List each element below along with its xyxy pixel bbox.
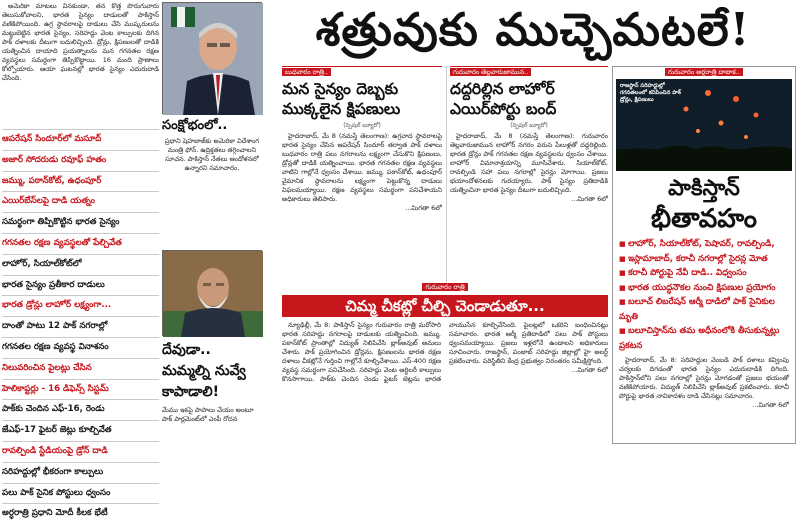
article-missiles-kicker-tag: బుధవారం రాత్రి.. — [282, 68, 331, 76]
article-lahore-title: దద్దరిల్లిన లాహోర్ ఎయిర్‌పోర్టు బంద్ — [450, 80, 557, 118]
left-intro-text — [2, 2, 159, 127]
left-highlight-item: సరిహద్దుల్లో భీకరంగా కాల్పులు — [2, 462, 159, 483]
article-missiles-title: మన సైన్యం దెబ్బకు ముక్కలైన క్షిపణులు — [282, 80, 401, 118]
article-missiles-signoff: ...మిగతా 6లో — [405, 204, 442, 212]
pakistan-bullet-item: ■ బలూచ్ లిబరేషన్ ఆర్మీ దాడిలో పాక్ సైనికుల మృతి — [619, 295, 789, 324]
pakistan-bullet-item: ■ కరాచీ పోర్టుపై నేవీ దాడి.. విధ్వంసం — [619, 266, 789, 281]
left-highlights-list — [2, 129, 159, 524]
article-lahore-body-text: హైదరాబాద్, మే 8 (నమస్తే తెలంగాణ): గురువారం తెల్లవారుజామున లాహోర్ నగరం వరుస పేలుళ్లతో దద్దరిల్లింది. భారత డ్రోన్లు పాక్ గగనతల రక్షణ వ్యవస్థలను ధ్వంసం చేశాయి. లాహోర్ విమానాశ్రయాన్ని మూసివేశారు. సియాల్‌కోట్, రావల్పిండి సహా పలు నగరాల్లో సైరన్లు మోగాయి. ప్రజలు భయాందోళనలకు గురయ్యారు. పాక్ సైన్యం ప్రతిదాడికి యత్నించినా భారత సైన్యం దీటుగా బదులిచ్చింది. — [450, 132, 608, 194]
left-highlight-item: గగనతల రక్షణ వ్యవస్థలతో పేల్చివేత — [2, 233, 159, 254]
caption-crisis-heading: సంక్షోభంలో.. — [162, 118, 228, 133]
pakistan-bullet-item: ■ బలూచిస్తాన్‌ను తమ అధీనంలోకి తీసుకున్నట్లు ప్రకటన — [619, 324, 789, 353]
article-dark-night-kicker-tag: గురువారం రాత్రి — [422, 283, 467, 291]
main-headline: శత్రువుకు ముచ్చెమటలే! — [315, 3, 751, 56]
article-pakistan-signoff: ...మిగతా 6లో — [752, 401, 789, 409]
night-sky-caption: రాజస్థాన్ సరిహద్దుల్లో గగనతలంలో కనిపించిన పాక్ డ్రోన్లు, క్షిపణులు — [620, 83, 681, 103]
left-highlight-item: జమ్ము, పఠాన్‌కోట్, ఉధంపూర్ — [2, 171, 159, 192]
left-highlight-item: భారత డ్రోన్లు లాహోర్ లక్ష్యంగా... — [2, 295, 159, 316]
mp-parliament-photo — [162, 250, 262, 336]
left-highlight-item: పలు పాక్ సైనిక పోస్టులు ధ్వంసం — [2, 483, 159, 504]
article-dark-night — [282, 282, 608, 446]
article-dark-night-signoff: ...మిగతా 6లో — [571, 366, 608, 374]
article-lahore-byline: (స్పెషల్ బ్యూరో) — [510, 122, 548, 129]
article-lahore — [446, 66, 608, 282]
left-highlight-item: గగనతల రక్షణ వ్యవస్థ వినాశనం — [2, 337, 159, 358]
quote-heading: దేవుడా.. మమ్మల్ని నువ్వే కాపాడాలి! — [162, 342, 246, 400]
left-highlight-item: అజార్ సోదరుడు రవూఫ్ హతం — [2, 150, 159, 171]
article-pakistan-title — [613, 175, 795, 235]
pakistan-bullet-item: ■ భారత యుద్ధనౌకల నుంచి క్షిపణుల ప్రయోగం — [619, 281, 789, 296]
article-dark-night-body — [282, 321, 608, 384]
left-highlight-item: లాహోర్, సియాల్‌కోట్‌లో — [2, 254, 159, 275]
article-pakistan-body-text: హైదరాబాద్, మే 8: సరిహద్దుల వెంబడి పాక్ దళాలు కవ్వింపు చర్యలకు దిగడంతో భారత సైన్యం ఎదురుదాడికి దిగింది. పాకిస్తాన్‌లోని పలు నగరాల్లో సైరన్లు మోగడంతో ప్రజలు భయంతో వణికిపోయారు. విద్యుత్ నిలిపివేసి బ్లాక్‌అవుట్ ప్రకటించారు. కరాచీ పోర్టుపై భారత నావికాదళం దాడి చేసినట్లు సమాచారం. — [619, 356, 789, 400]
article-pakistan-kicker-tag: గురువారం అర్ధరాత్రి దాటాక.. — [665, 68, 743, 76]
night-sky-photo — [616, 79, 792, 171]
article-pakistan-title-line2: భీతావహం — [651, 204, 757, 234]
left-column — [2, 2, 159, 519]
article-missiles-byline: (స్పెషల్ బ్యూరో) — [343, 122, 381, 129]
left-highlight-item: భారత సైన్యం ప్రతీకార దాడులు — [2, 275, 159, 296]
left-highlight-item: రావల్పిండి స్టేడియంపై డ్రోన్ దాడి — [2, 441, 159, 462]
pakistan-bullet-item: ■ ఇస్లామాబాద్, కరాచీ నగరాల్లో సైరన్ల మోత — [619, 252, 789, 267]
article-dark-night-title: చిమ్మ చీకట్లో చీల్చి చెండాడుతూ... — [282, 295, 608, 317]
article-lahore-kicker-tag: గురువారం తెల్లవారుజామున.. — [450, 68, 531, 76]
left-highlight-item: దాంతో పాటు 12 పాక్ నగరాల్లో — [2, 316, 159, 337]
mp-parliament-illustration — [163, 251, 263, 337]
quote-body: మేము ఇకపై పాపాలు చేయం అంటూ పాక్ పార్లమెంట్‌లో ఎంపీ రోదన — [162, 406, 254, 423]
caption-crisis-body: ప్రధాని షెహబాజ్‌కు అమెరికా విదేశాంగ మంత్రి ఫోన్. ఉద్రిక్తతలు తగ్గించాలని సూచన. పాకిస్తాన్ నేతలు ఆందోళనలో ఉన్నారని సమాచారం. — [164, 137, 260, 172]
article-dark-night-body-text: న్యూఢిల్లీ, మే 8: పాకిస్తాన్ సైన్యం గురువారం రాత్రి మరోసారి భారత సరిహద్దు నగరాలపై దాడులకు యత్నించింది. జమ్ము, పఠాన్‌కోట్ ప్రాంతాల్లో విద్యుత్ నిలిపివేసి బ్లాక్‌అవుట్ అమలు చేశారు. పాక్ ప్రయోగించిన డ్రోన్లను, క్షిపణులను భారత రక్షణ దళాలు చీకట్లోనే గుర్తించి గాల్లోనే కూల్చివేశాయి. ఎస్-400 రక్షణ వ్యవస్థ సమర్థంగా పనిచేసింది. సరిహద్దు వెంట ఆర్టిలరీ కాల్పులు కొనసాగాయి. పాక్‌కు చెందిన రెండు ఫైటర్ జెట్లను భారత వాయుసేన కూల్చివేసింది. పైలట్లలో ఒకరిని బంధించినట్లు సమాచారం. భారత ఆర్మీ ప్రతిదాడిలో పలు పాక్ పోస్టులు ధ్వంసమయ్యాయి. ప్రజలు ఇళ్లలోనే ఉండాలని అధికారులు సూచించారు. రాజస్థాన్, పంజాబ్ సరిహద్దు జిల్లాల్లో హై అలర్ట్ ప్రకటించారు. పరిస్థితిని కేంద్ర ప్రభుత్వం నిరంతరం సమీక్షిస్తోంది. — [282, 321, 608, 383]
pm-portrait-photo — [162, 2, 262, 114]
pakistan-bullet-item: ■ లాహోర్, సియాల్‌కోట్, పెషావర్, రావల్పిండి, — [619, 237, 789, 252]
pm-portrait-illustration — [163, 3, 263, 115]
left-highlight-item: పాక్‌కు చెందిన ఎఫ్-16, రెండు — [2, 399, 159, 420]
left-highlight-item: జేఎఫ్-17 ఫైటర్ జెట్లు కూల్చివేత — [2, 420, 159, 441]
article-pakistan-panic — [612, 66, 796, 444]
left-highlight-item: ఆపరేషన్ సిందూర్‌లో మసూద్ — [2, 129, 159, 150]
article-pakistan-title-line1: పాకిస్తాన్ — [668, 176, 740, 201]
article-dark-night-kicker — [282, 282, 608, 292]
left-highlight-item: హెలికాప్టర్లు - 16 డిఫెన్స్ సిస్టమ్ — [2, 379, 159, 400]
left-highlight-item: అర్ధరాత్రి ప్రధాని మోదీ కీలక భేటీ — [2, 503, 159, 524]
article-missiles-body-text: హైదరాబాద్, మే 8 (నమస్తే తెలంగాణ): ఉగ్రవాద స్థావరాలపై భారత సైన్యం చేసిన ఆపరేషన్ సిందూర్ తర్వాత పాక్ దళాలు బుధవారం రాత్రి పలు నగరాలను లక్ష్యంగా చేసుకొని క్షిపణులు, డ్రోన్లతో దాడికి యత్నించాయి. భారత గగనతల రక్షణ వ్యవస్థలు వాటిని గాల్లోనే ధ్వంసం చేశాయి. జమ్ము, పఠాన్‌కోట్, ఉధంపూర్ వైమానిక స్థావరాలను లక్ష్యంగా పెట్టుకొన్న దాడులు విఫలమయ్యాయి. రక్షణ వ్యవస్థలు సమర్థంగా పనిచేశాయని అధికారులు తెలిపారు. — [282, 132, 442, 203]
left-highlight-item: ఎయిర్‌బేస్‌లపై దాడి యత్నం — [2, 191, 159, 212]
photo-column — [162, 2, 262, 447]
article-lahore-signoff: ...మిగతా 6లో — [571, 195, 608, 203]
article-missiles-body — [282, 132, 442, 204]
left-intro-paragraph: అమెరికా మాటలు వినకుండా, తన కొత్త పొరుగువారు తెలుసుకోవాలని, భారత సైన్యం దాడులతో పాకిస్తాన్ వణికిపోయింది. ఉగ్ర స్థావరాలపై దాడులు చేసి ముష్కరులను మట్టుబెట్టిన భారత సైన్యం, సరిహద్దు వెంట కాల్పులకు దిగిన పాక్ దళాలకు దీటుగా బదులిచ్చింది. డ్రోన్లు, క్షిపణులతో దాడికి యత్నించిన దాయాది ప్రయత్నాలను మన గగనతల రక్షణ వ్యవస్థలు సమర్థంగా తిప్పికొట్టాయి. 16 మంది ప్రాణాలు కోల్పోయారు. ఆయా ఘటనల్లో భారత సైన్యం ఎదురుదాడి చేసింది. — [2, 2, 159, 82]
left-highlight-item: సమర్థంగా తిప్పికొట్టిన భారత సైన్యం — [2, 212, 159, 233]
article-pakistan-body — [613, 353, 795, 410]
article-missiles — [282, 66, 442, 282]
article-missiles-kicker — [282, 66, 442, 77]
article-pakistan-bullets — [613, 235, 795, 353]
article-lahore-kicker — [450, 66, 608, 77]
article-pakistan-kicker — [613, 67, 795, 77]
article-lahore-body — [450, 132, 608, 195]
left-highlight-item: నిలువరించిన పైలట్లు చేసిన — [2, 358, 159, 379]
